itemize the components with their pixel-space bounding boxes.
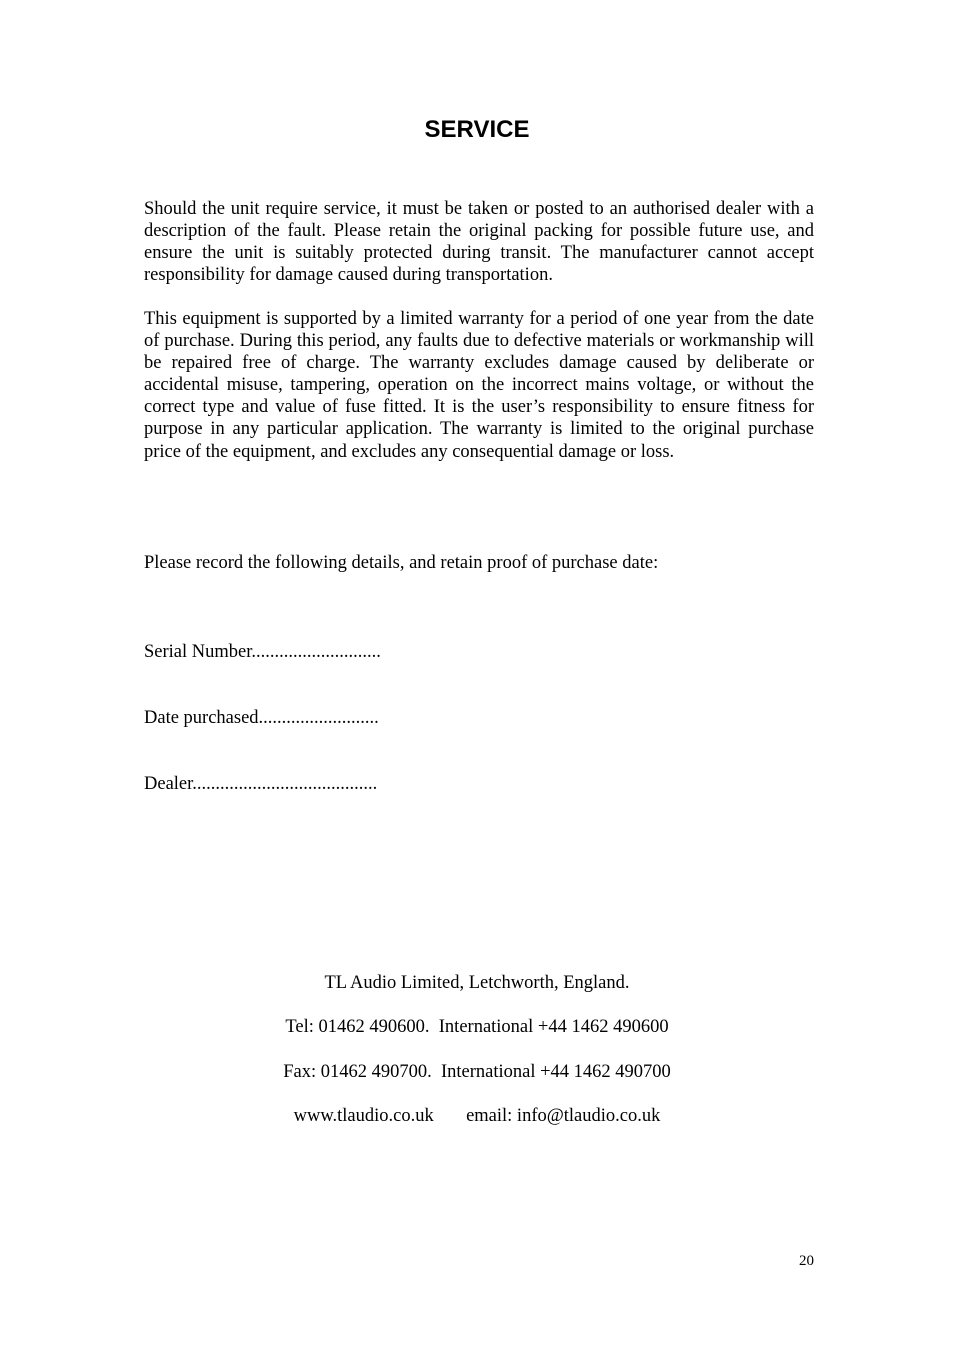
page-number: 20 [799,1253,814,1269]
date-purchased-field: Date purchased.......................... [144,708,379,728]
fax-line: Fax: 01462 490700. International +44 1462 490700 [283,1062,671,1082]
serial-number-field: Serial Number............................ [144,642,381,662]
web-email-line: www.tlaudio.co.uk email: info@tlaudio.co.uk [293,1106,661,1126]
warranty-paragraph: This equipment is supported by a limited warranty for a period of one year from the date of purchase. During this period, any faults due to defective materials or workmanship will be repaired free of charge. The warranty excludes damage caused by deliberate or accidental misuse, tampering, operation on the incorrect mains voltage, or without the correct type and value of fuse fitted. It is the user’s responsibility to ensure fitness for purpose in any particular application. The warranty is limited to the original purchase price of the equipment, and excludes any consequential damage or loss. [144,309,814,462]
telephone-line: Tel: 01462 490600. International +44 1462 490600 [285,1017,669,1037]
record-details-paragraph: Please record the following details, and retain proof of purchase date: [144,553,659,573]
company-address: TL Audio Limited, Letchworth, England. [324,973,630,993]
service-shipping-paragraph: Should the unit require service, it must be taken or posted to an authorised dealer with a description of the fault. Please retain the original packing for possible future use, and ensure the unit is suitably protected during transit. The manufacturer cannot accept responsibility for damage caused during transportation. [144,199,814,286]
dealer-field: Dealer........................................ [144,774,378,794]
page-title: SERVICE [424,116,530,143]
